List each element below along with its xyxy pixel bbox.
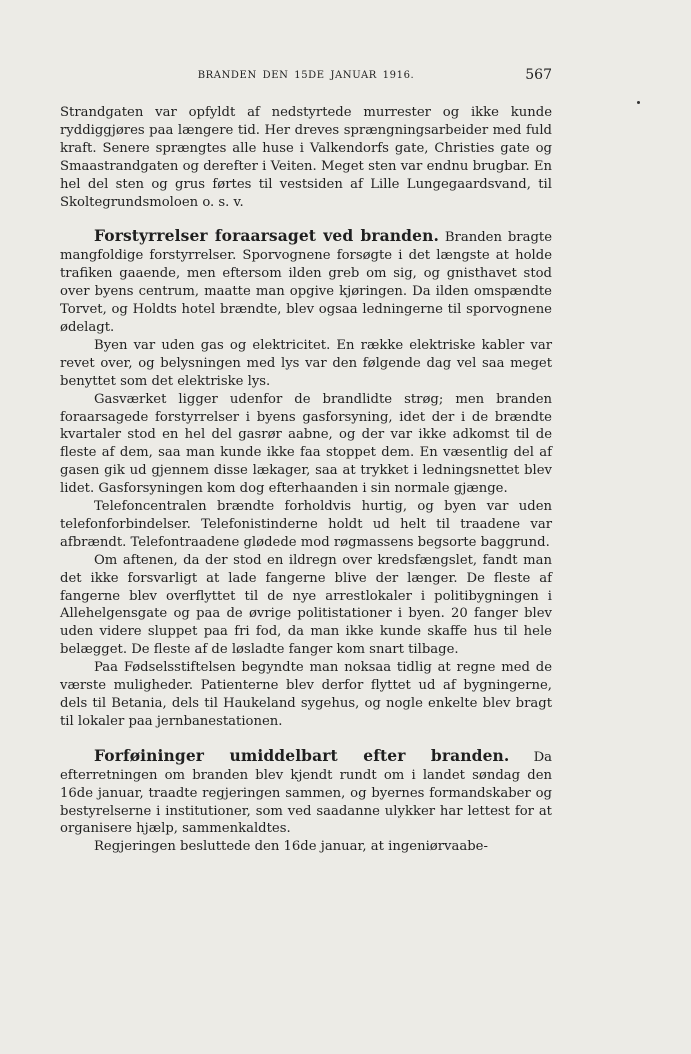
disturbances-paragraph-5: Om aftenen, da der stod en ildregn over kredsfængslet, fandt man det ikke forsvarligt at lade fangerne blive der længer. De fleste af fangerne blev overflyttet til de nye arrestlokaler i politibygningen i Allehelgensgate og paa de øvrige politistationer i byen. 20 fanger blev uden videre sluppet paa fri fod, da man ikke kunde skaffe hus til hele belægget. De fleste af de løsladte fanger kom snart tilbage. [60, 552, 552, 658]
body-text [60, 104, 552, 856]
section-heading-disturbances: Forstyrrelser foraarsaget ved branden. [94, 226, 439, 246]
disturbances-paragraph-4: Telefoncentralen brændte forholdvis hurtig, og byen var uden telefonforbindelser. Telefonistinderne holdt ud helt til traadene var afbrændt. Telefontraadene glødede mod røgmassens begsorte baggrund. [60, 499, 552, 550]
ink-speck [637, 101, 640, 104]
disturbances-paragraph-1: Branden bragte mangfoldige forstyrrelser. Sporvognene forsøgte i det længste at holde trafiken gaaende, men eftersom ilden greb om sig, og gnisthavet stod over byens centrum, maatte man opgive kjøringen. Da ilden omspændte Torvet, og Holdts hotel brændte, blev ogsaa ledningerne til sporvognene ødelagt. [60, 230, 553, 335]
disturbances-paragraph-3: Gasværket ligger udenfor de brandlidte strøg; men branden foraarsagede forstyrrelser i byens gasforsyning, idet der i de brændte kvartaler stod en hel del gasrør aabne, og der var ikke adkomst til de fleste af dem, saa man kunde ikke faa stoppet dem. En væsentlig del af gasen gik ud gjennem disse lækager, saa at trykket i ledningsnettet blev lidet. Gasforsyningen kom dog efterhaanden i sin normale gjænge. [60, 391, 552, 497]
running-head [60, 68, 552, 88]
section-heading-measures: Forføininger umiddelbart efter branden. [94, 745, 510, 765]
measures-paragraph-1: Da efterretningen om branden blev kjendt rundt om i landet søndag den 16de januar, traadte regjeringen sammen, og byernes formandskaber og bestyrelserne i institutioner, som ved saadanne ulykker har lettest for at organisere hjælp, sammenkaldtes. [60, 749, 552, 837]
intro-paragraph: Strandgaten var opfyldt af nedstyrtede murrester og ikke kunde ryddiggjøres paa længere tid. Her dreves sprængningsarbeider med fuld kraft. Senere sprængtes alle huse i Valkendorfs gate, Christies gate og Smaastrandgaten og derefter i Veiten. Meget sten var endnu brugbar. En hel del sten og grus førtes til vestsiden af Lille Lungegaardsvand, til Skoltegrundsmoloen o. s. v. [60, 105, 552, 210]
disturbances-lead-paragraph [60, 227, 552, 336]
running-title: BRANDEN DEN 15DE JANUAR 1916. [197, 70, 415, 81]
page-number: 567 [525, 67, 552, 83]
measures-lead-paragraph [60, 747, 552, 839]
measures-paragraph-2: Regjeringen besluttede den 16de januar, at ingeniørvaabe- [94, 839, 488, 855]
disturbances-paragraph-2: Byen var uden gas og elektricitet. En række elektriske kabler var revet over, og belysningen med lys var den følgende dag vel saa meget benyttet som det elektriske lys. [60, 337, 552, 389]
disturbances-paragraph-6: Paa Fødselsstiftelsen begyndte man noksaa tidlig at regne med de værste muligheder. Patienterne blev derfor flyttet ud af bygningerne, dels til Betania, dels til Haukeland sygehus, og nogle enkelte blev bragt til lokaler paa jernbanestationen. [60, 660, 552, 729]
